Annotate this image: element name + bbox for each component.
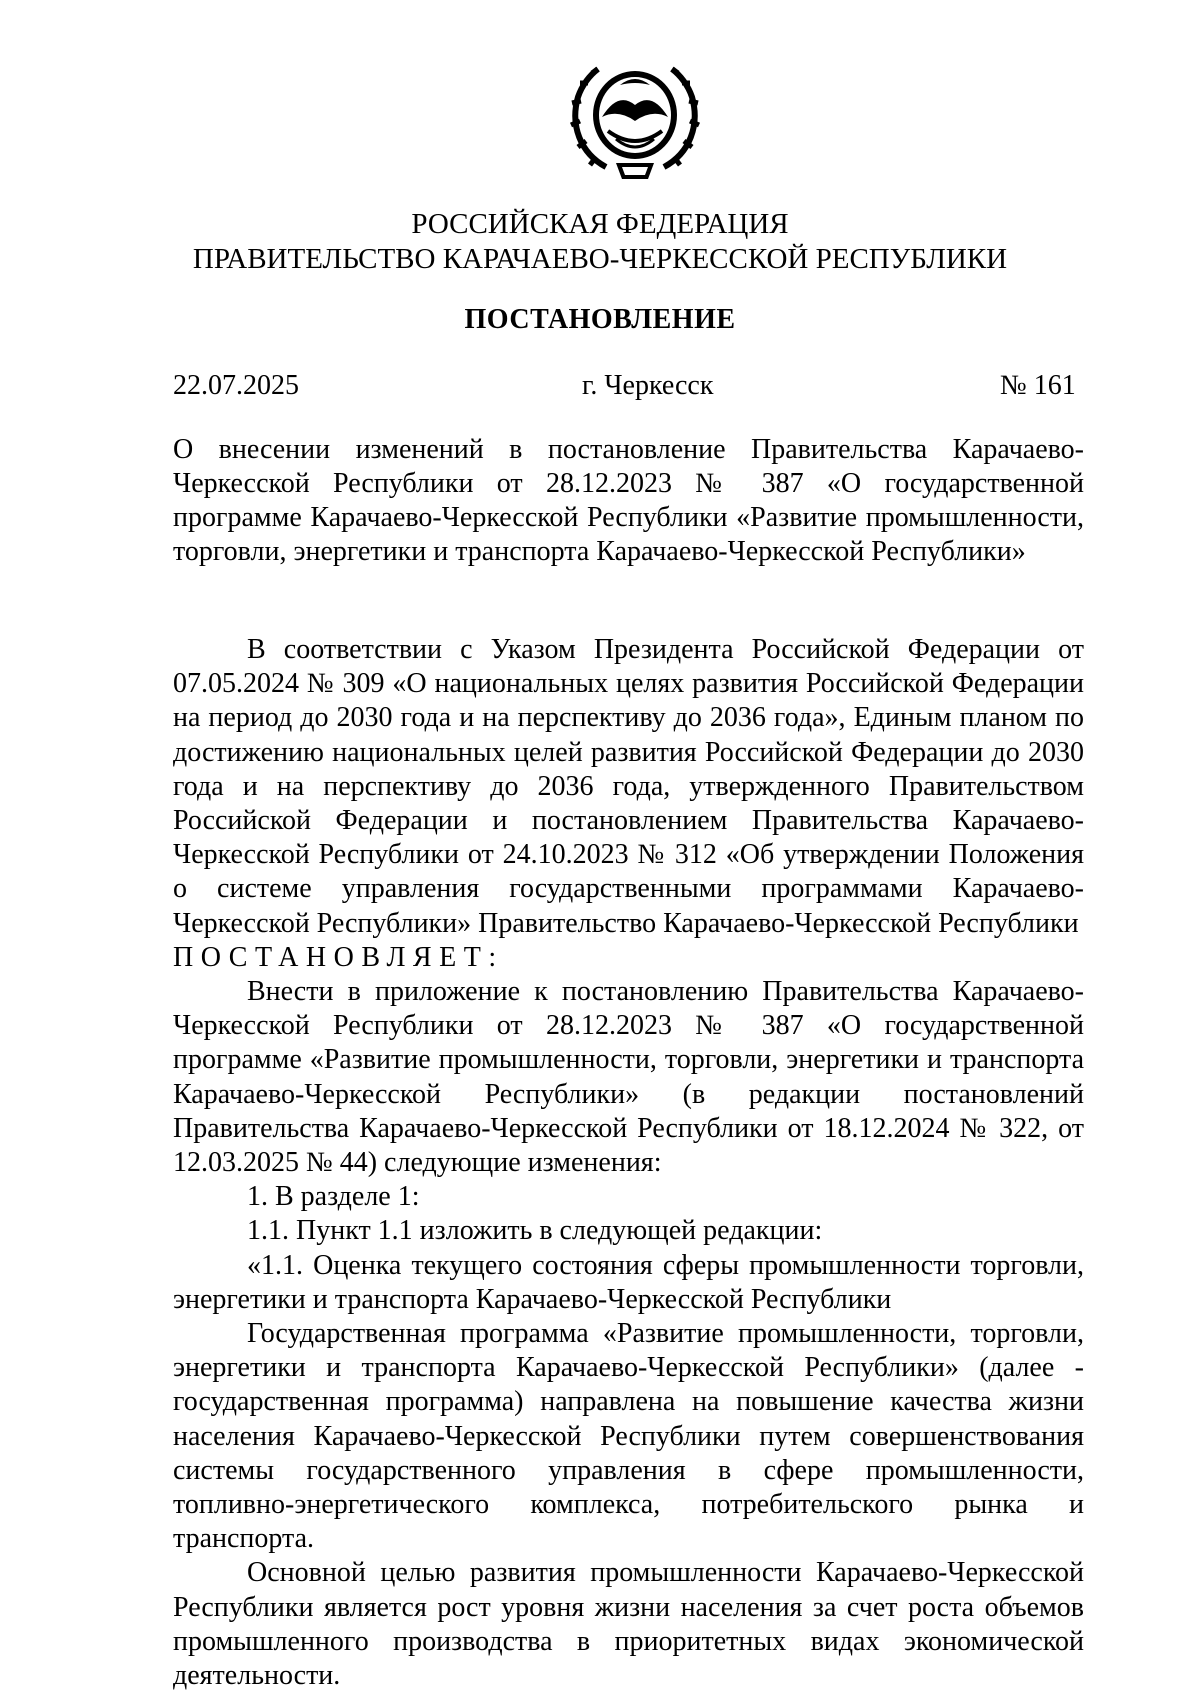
- document-city: г. Черкесск: [582, 370, 714, 401]
- quote-heading: «1.1. Оценка текущего состояния сферы промышленности торговли, энергетики и транспорта Карачаево-Черкесской Республики: [173, 1249, 1084, 1315]
- preamble-paragraph: В соответствии с Указом Президента Российской Федерации от 07.05.2024 № 309 «О национальных целях развития Российской Федерации на период до 2030 года и на перспективу до 2036 года», Единым планом по достижению национальных целей развития Российской Федерации до 2030 года и на перспективу до 2036 года, утвержденного Правительством Российской Федерации и постановлением Правительства Карачаево-Черкесской Республики от 24.10.2023 № 312 «Об утверждении Положения о системе управления государственными программами Карачаево-Черкесской Республики» Правительство Карачаево-Черкесской Республики: [173, 634, 1084, 939]
- document-type: ПОСТАНОВЛЕНИЕ: [464, 304, 736, 335]
- document-number: № 161: [1000, 370, 1076, 401]
- program-paragraph: Государственная программа «Развитие промышленности, торговли, энергетики и транспорта Карачаево-Черкесской Республики» (далее - государственная программа) направлена на повышение качества жизни населения Карачаево-Черкесской Республики путем совершенствования системы государственного управления в сфере промышленности, топливно-энергетического комплекса, потребительского рынка и транспорта.: [173, 1318, 1084, 1555]
- item-1-1: 1.1. Пункт 1.1 изложить в следующей редакции:: [247, 1215, 823, 1247]
- goal-paragraph: Основной целью развития промышленности Карачаево-Черкесской Республики является рост уровня жизни населения за счет роста объемов промышленного производства в приоритетных видах экономической деятельности.: [173, 1557, 1084, 1692]
- amendment-paragraph: Внести в приложение к постановлению Правительства Карачаево-Черкесской Республики от 28.12.2023 № 387 «О государственной программе «Развитие промышленности, торговли, энергетики и транспорта Карачаево-Черкесской Республики» (в редакции постановлений Правительства Карачаево-Черкесской Республики от 18.12.2024 № 322, от 12.03.2025 № 44) следующие изменения:: [173, 976, 1084, 1179]
- header-country: РОССИЙСКАЯ ФЕДЕРАЦИЯ: [411, 208, 789, 240]
- header-government: ПРАВИТЕЛЬСТВО КАРАЧАЕВО-ЧЕРКЕССКОЙ РЕСПУБЛИКИ: [192, 243, 1008, 275]
- coat-of-arms-icon: [568, 55, 702, 185]
- item-1: 1. В разделе 1:: [247, 1181, 420, 1213]
- document-body: [173, 633, 1084, 1693]
- resolves-heading: ПОСТАНОВЛЯЕТ:: [173, 941, 504, 973]
- document-date: 22.07.2025: [173, 370, 299, 401]
- document-title: О внесении изменений в постановление Правительства Карачаево-Черкесской Республики от 28.12.2023 № 387 «О государственной программе Карачаево-Черкесской Республики «Развитие промышленности, торговли, энергетики и транспорта Карачаево-Черкесской Республики»: [173, 434, 1084, 567]
